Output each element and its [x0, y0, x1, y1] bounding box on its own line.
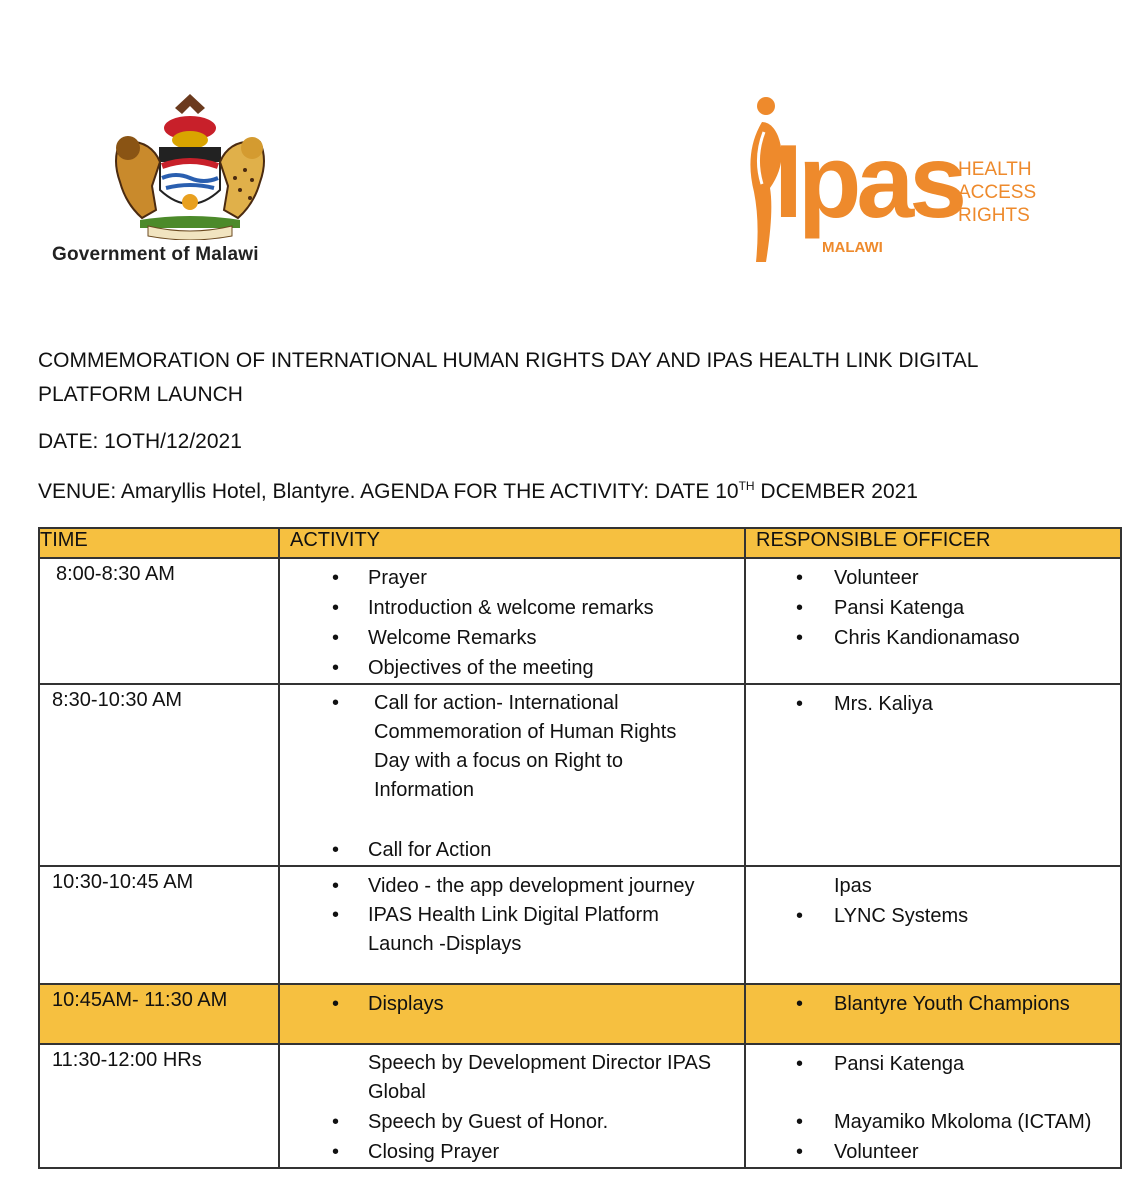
list-item: • Introduction & welcome remarks: [280, 593, 744, 623]
officer-cell: [745, 558, 1121, 684]
document-venue: [38, 479, 918, 504]
header-time: TIME: [39, 528, 279, 558]
list-item: • Closing Prayer: [280, 1137, 744, 1167]
table-row: [39, 684, 1121, 866]
government-coat-of-arms-logo: [50, 90, 320, 270]
table-row: [39, 1044, 1121, 1168]
venue-date-text: DCEMBER 2021: [754, 480, 918, 503]
list-item: • Call for Action: [280, 835, 744, 865]
list-item: • Mayamiko Mkoloma (ICTAM): [746, 1107, 1120, 1137]
list-item: • Video - the app development journey: [280, 871, 744, 901]
header-activity: ACTIVITY: [279, 528, 745, 558]
list-item: • LYNC Systems: [746, 901, 1120, 931]
list-item: • Speech by Guest of Honor.: [280, 1107, 744, 1137]
list-item: • Prayer: [280, 563, 744, 593]
title-line-2: PLATFORM LAUNCH: [38, 383, 243, 406]
ipas-logo: [740, 92, 1040, 272]
government-caption: Government of Malawi: [52, 244, 259, 265]
list-item: • Volunteer: [746, 1137, 1120, 1167]
title-line-1: COMMEMORATION OF INTERNATIONAL HUMAN RIGHTS DAY AND IPAS HEALTH LINK DIGITAL: [38, 349, 979, 372]
activity-cell: [279, 1044, 745, 1168]
coat-of-arms-icon: [90, 90, 290, 240]
ipas-wordmark: Ipas: [774, 124, 963, 240]
table-row-highlighted: [39, 984, 1121, 1044]
agenda-table: [38, 527, 1122, 1169]
list-item: • Blantyre Youth Champions: [746, 989, 1120, 1019]
list-item: • Pansi Katenga: [746, 593, 1120, 623]
list-item: • Volunteer: [746, 563, 1120, 593]
tagline-health: HEALTH: [958, 159, 1032, 180]
time-cell: 11:30-12:00 HRs: [39, 1044, 279, 1168]
list-item: • Mrs. Kaliya: [746, 689, 1120, 719]
officer-cell: [745, 684, 1121, 866]
table-row: [39, 866, 1121, 984]
activity-cell: [279, 558, 745, 684]
list-item: • Call for action- International Commemoration of Human Rights Day with a focus on Right to Information: [280, 689, 744, 805]
tagline-rights: RIGHTS: [958, 205, 1030, 226]
list-item: • Welcome Remarks: [280, 623, 744, 653]
list-item: • Displays: [280, 989, 744, 1019]
list-item: • Objectives of the meeting: [280, 653, 744, 683]
table-row: [39, 558, 1121, 684]
time-cell: 10:30-10:45 AM: [39, 866, 279, 984]
list-item: • Pansi Katenga: [746, 1049, 1120, 1079]
ipas-tagline: [958, 158, 1036, 227]
time-cell: 8:00-8:30 AM: [39, 558, 279, 684]
officer-cell: [745, 1044, 1121, 1168]
time-cell: 8:30-10:30 AM: [39, 684, 279, 866]
activity-cell: [279, 684, 745, 866]
time-cell: 10:45AM- 11:30 AM: [39, 984, 279, 1044]
tagline-access: ACCESS: [958, 182, 1037, 203]
venue-superscript: TH: [738, 479, 755, 493]
list-item: Ipas: [834, 875, 872, 897]
activity-cell: [279, 866, 745, 984]
document-title: [38, 344, 1038, 412]
document-date: DATE: 1OTH/12/2021: [38, 430, 242, 453]
officer-cell: [745, 984, 1121, 1044]
list-item: • Chris Kandionamaso: [746, 623, 1120, 653]
activity-cell: [279, 984, 745, 1044]
officer-cell: [745, 866, 1121, 984]
list-item: Speech by Development Director IPAS Global: [368, 1052, 712, 1103]
venue-text: VENUE: Amaryllis Hotel, Blantyre. AGENDA FOR THE ACTIVITY: DATE 10: [38, 480, 739, 503]
list-item: • IPAS Health Link Digital Platform Launch -Displays: [280, 901, 744, 959]
table-header-row: [39, 528, 1121, 558]
ipas-country: MALAWI: [822, 239, 883, 256]
header-responsible-officer: RESPONSIBLE OFFICER: [745, 528, 1121, 558]
